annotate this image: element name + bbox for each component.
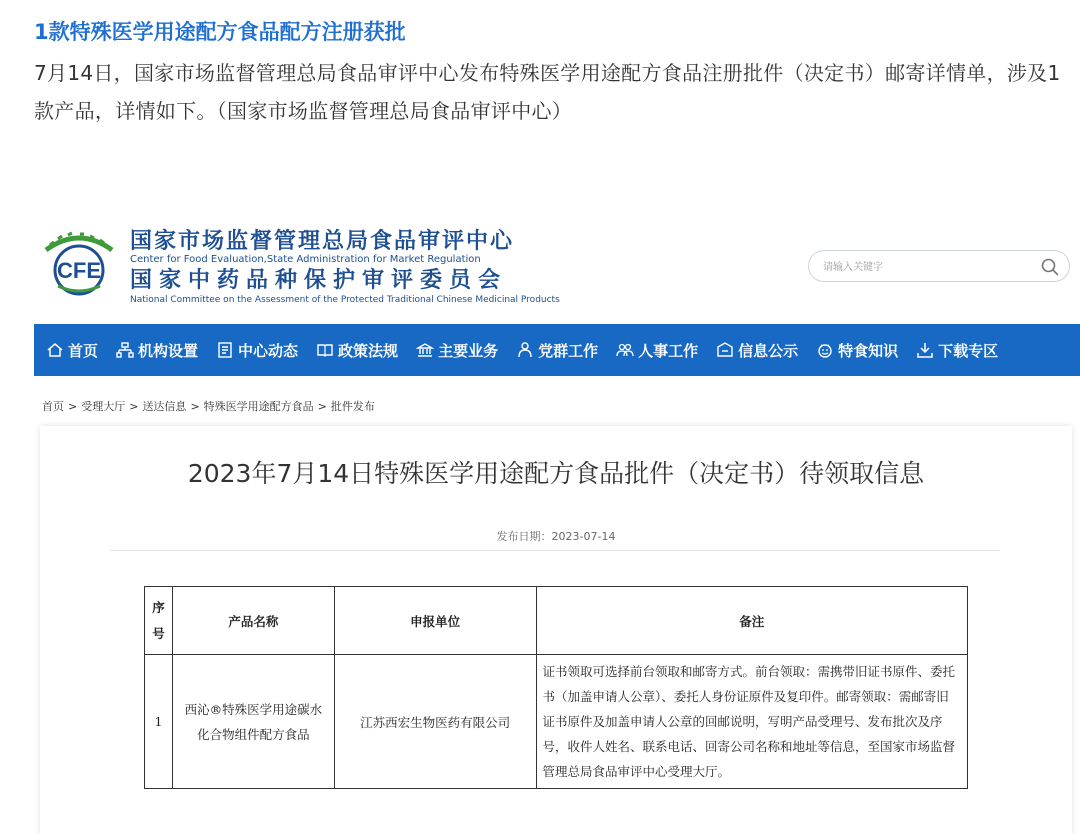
nav-item-label: 首页: [68, 341, 99, 360]
nav-item-main-business[interactable]: [416, 324, 498, 376]
header-product-name: 产品名称: [172, 587, 334, 655]
breadcrumb-home[interactable]: 首页: [42, 400, 64, 413]
breadcrumb: [42, 398, 375, 414]
site-header: [34, 214, 1080, 324]
news-icon: [216, 341, 234, 359]
nav-item-label: 特食知识: [838, 341, 899, 360]
home-icon: [46, 341, 64, 359]
publish-date: 发布日期：2023-07-14: [496, 530, 616, 543]
nav-item-party-work[interactable]: [516, 324, 598, 376]
download-icon: [916, 341, 934, 359]
header-applicant: 申报单位: [334, 587, 536, 655]
search-button[interactable]: [1039, 256, 1061, 278]
bank-icon: [416, 341, 434, 359]
nav-item-label: 人事工作: [638, 341, 699, 360]
notice-icon: [716, 341, 734, 359]
page-title: 2023年7月14日特殊医学用途配方食品批件（决定书）待领取信息: [187, 459, 925, 488]
nav-item-label: 党群工作: [538, 341, 599, 360]
search-input[interactable]: [823, 257, 1023, 277]
embedded-webpage-screenshot: [34, 214, 1080, 834]
cell-serial: 1: [145, 655, 173, 789]
table-header-row: [145, 587, 968, 655]
org-chart-icon: [116, 341, 134, 359]
nav-item-center-news[interactable]: [216, 324, 298, 376]
people-icon: [616, 341, 634, 359]
breadcrumb-fsmp[interactable]: 特殊医学用途配方食品: [203, 400, 314, 413]
cfe-logo-icon: [40, 226, 118, 296]
article-headline: 1款特殊医学用途配方食品配方注册获批: [34, 20, 406, 44]
breadcrumb-separator: >: [317, 400, 327, 413]
breadcrumb-separator: >: [190, 400, 200, 413]
breadcrumb-approval-release[interactable]: 批件发布: [330, 400, 375, 413]
content-panel: [40, 426, 1072, 834]
org-name-en-secondary: National Committee on the Assessment of the Protected Traditional Chinese Medicinal Products: [130, 295, 560, 305]
nav-item-label: 政策法规: [338, 341, 399, 360]
org-names: [130, 228, 590, 306]
policy-icon: [316, 341, 334, 359]
nav-item-downloads[interactable]: [916, 324, 998, 376]
nav-item-label: 信息公示: [738, 341, 799, 360]
table-row: [145, 655, 968, 789]
nav-item-info-disclosure[interactable]: [716, 324, 798, 376]
breadcrumb-delivery-info[interactable]: 送达信息: [142, 400, 187, 413]
main-nav: [34, 324, 1080, 376]
logo-text: CFE: [57, 258, 101, 283]
cell-product-name: 西沁®特殊医学用途碳水化合物组件配方食品: [172, 655, 334, 789]
cfe-logo[interactable]: [40, 226, 118, 296]
nav-item-label: 机构设置: [138, 341, 199, 360]
breadcrumb-separator: >: [68, 400, 78, 413]
nav-item-home[interactable]: [46, 324, 98, 376]
search-box: [808, 250, 1070, 282]
person-icon: [516, 341, 534, 359]
approval-table: [144, 586, 968, 789]
org-name-en-primary: Center for Food Evaluation,State Administration for Market Regulation: [130, 254, 481, 265]
org-name-cn-primary: 国家市场监督管理总局食品审评中心: [130, 228, 515, 254]
breadcrumb-acceptance-hall[interactable]: 受理大厅: [81, 400, 126, 413]
nav-item-label: 中心动态: [238, 341, 299, 360]
search-icon: [1039, 256, 1061, 278]
knowledge-icon: [816, 341, 834, 359]
header-serial: 序号: [145, 587, 173, 655]
nav-item-label: 主要业务: [438, 341, 499, 360]
nav-item-label: 下载专区: [938, 341, 999, 360]
title-divider: [110, 550, 1000, 551]
cell-notes: 证书领取可选择前台领取和邮寄方式。前台领取：需携带旧证书原件、委托书（加盖申请人公章）、委托人身份证原件及复印件。邮寄领取：需邮寄旧证书原件及加盖申请人公章的回邮说明，写明产品受理号、发布批次及序号，收件人姓名、联系电话、回寄公司名称和地址等信息，至国家市场监督管理总局食品审评中心受理大厅。: [536, 655, 967, 789]
article-header: [34, 16, 1074, 130]
nav-item-hr-work[interactable]: [616, 324, 698, 376]
article-paragraph: 7月14日，国家市场监督管理总局食品审评中心发布特殊医学用途配方食品注册批件（决定书）邮寄详情单，涉及1款产品，详情如下。（国家市场监督管理总局食品审评中心）: [34, 61, 1061, 123]
nav-item-org-structure[interactable]: [116, 324, 198, 376]
breadcrumb-separator: >: [129, 400, 139, 413]
header-notes: 备注: [536, 587, 967, 655]
nav-item-food-knowledge[interactable]: [816, 324, 898, 376]
cell-applicant: 江苏西宏生物医药有限公司: [334, 655, 536, 789]
org-name-cn-secondary: 国家中药品种保护审评委员会: [130, 267, 508, 293]
nav-item-policy[interactable]: [316, 324, 398, 376]
